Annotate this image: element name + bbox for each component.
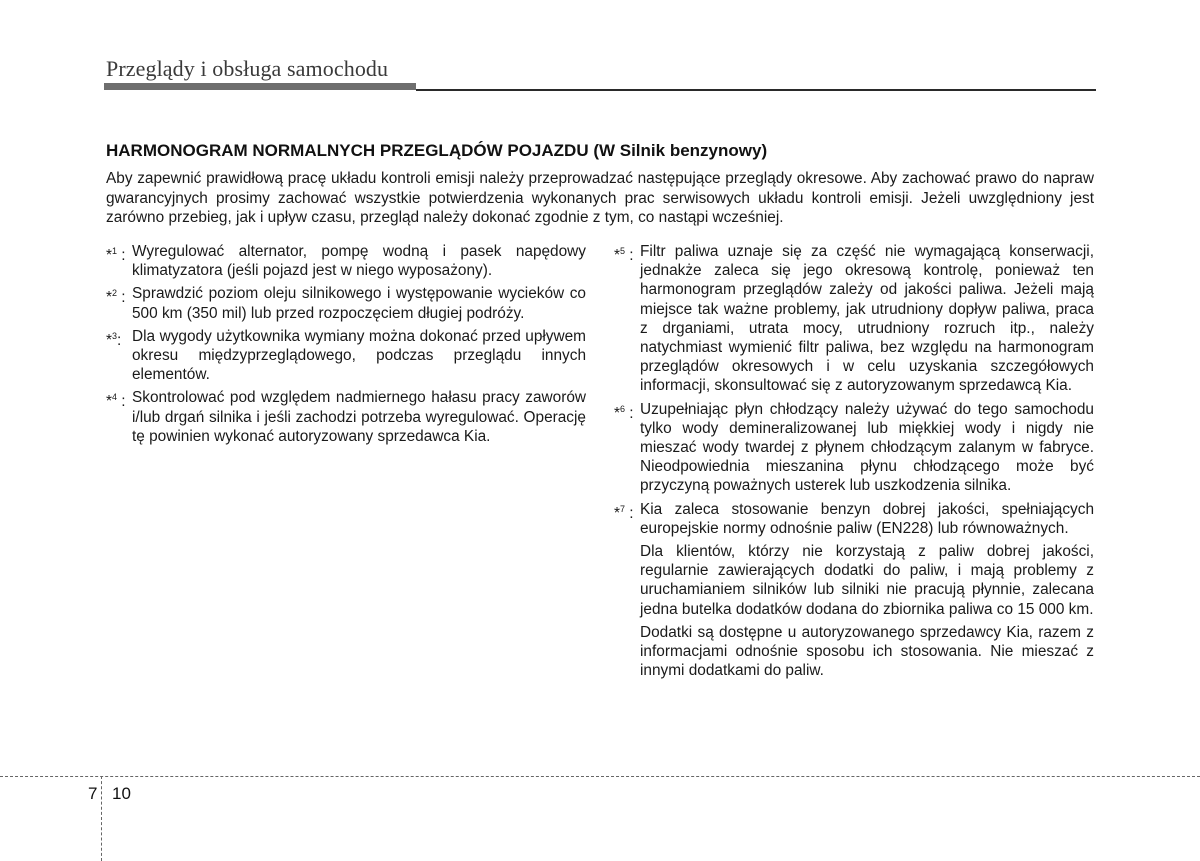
note-text: Dla wygody użytkownika wymiany można dokonać przed upływem okresu międzyprzeglądowego, podczas przeglądu innych elementów. [132,327,586,384]
note-marker: *$^7$ : [614,503,634,522]
note-marker: *$^1$ : [106,246,126,264]
chapter-number: 7 [88,784,98,803]
section-title: HARMONOGRAM NORMALNYCH PRZEGLĄDÓW POJAZDU (W Silnik benzynowy) [106,141,768,160]
note-text: Wyregulować alternator, pompę wodną i pasek napędowy klimatyzatora (jeśli pojazd jest w niego wyposażony). [132,243,586,280]
note-6 [614,400,1094,496]
note-7-paragraph: Dla klientów, którzy nie korzystają z paliw dobrej jakości, regularnie zawierających dodatki do paliw, i mają problemy z uruchamianiem silników lub silniki nie pracują płynnie, zalecana jedna butelka dodatków dodana do zbiornika paliwa co 15 000 km. [640,543,1094,618]
note-text: Skontrolować pod względem nadmiernego hałasu pracy zaworów i/lub drgań silnika i jeśli zachodzi potrzeba wyregulować. Operację tę powinien wykonać autoryzowany sprzedawca Kia. [132,389,586,445]
header-rule-thin [416,89,1096,91]
header-rule-thick [104,83,416,90]
page-number: 10 [112,784,131,803]
notes-column-right [614,242,1094,684]
note-text: Kia zaleca stosowanie benzyn dobrej jakości, spełniających europejskie normy odnośnie paliw (EN228) lub równoważnych. [640,500,1094,537]
intro-paragraph: Aby zapewnić prawidłową pracę układu kontroli emisji należy przeprowadzać następujące przeglądy okresowe. Aby zachować prawo do napraw gwarancyjnych prosimy zachować wszystkie potwierdzenia wykonanych prac serwisowych układu kontroli emisji. Jeżeli uwzględniony jest zarówno przebieg, jak i upływ czasu, przegląd należy dokonać zgodnie z tym, co nastąpi wcześniej. [106,170,1094,226]
note-marker: *$^2$ : [106,288,126,307]
note-marker: *$^3$: [106,330,122,349]
note-4 [106,388,586,446]
note-3 [106,327,586,385]
note-2 [106,284,586,322]
notes-column-left [106,242,586,450]
footer-dashed-divider [101,776,102,861]
note-7-paragraph: Dodatki są dostępne u autoryzowanego sprzedawcy Kia, razem z informacjami odnośnie sposobu ich stosowania. Nie mieszać z innymi dodatkami do paliw. [640,623,1094,680]
note-text: Uzupełniając płyn chłodzący należy używać do tego samochodu tylko wody demineralizowanej lub miękkiej wody i nigdy nie mieszać wody twardej z płynem chłodzącym zalanym w fabryce. Nieodpowiednia mieszanina płynu chłodzącego może być przyczyną poważnych usterek lub uszkodzenia silnika. [640,400,1094,495]
note-marker: *$^5$ : [614,246,634,264]
note-5 [614,242,1094,396]
note-7 [614,500,1094,538]
note-marker: *$^6$ : [614,403,634,422]
note-text: Sprawdzić poziom oleju silnikowego i występowanie wycieków co 500 km (350 mil) lub przed rozpoczęciem długiej podróży. [132,285,586,322]
note-text: Filtr paliwa uznaje się za część nie wymagającą konserwacji, jednakże zaleca się jego okresową kontrolę, ponieważ ten harmonogram przeglądów zależy od jakości paliwa. Jeżeli mają miejsce tak ważne problemy, jak utrudniony dopływ paliwa, praca z drganiami, utrata mocy, utrudniony rozruch itp., należy natychmiast wymienić filtr paliwa, bez względu na harmonogram przeglądów okresowych i w celu uzyskania szczegółowych informacji, skonsultować się z autoryzowanym sprzedawcą Kia. [640,243,1094,395]
note-1 [106,242,586,280]
page-header-title: Przeglądy i obsługa samochodu [106,56,389,81]
footer-dashed-rule [0,776,1200,777]
note-marker: *$^4$ : [106,392,126,411]
